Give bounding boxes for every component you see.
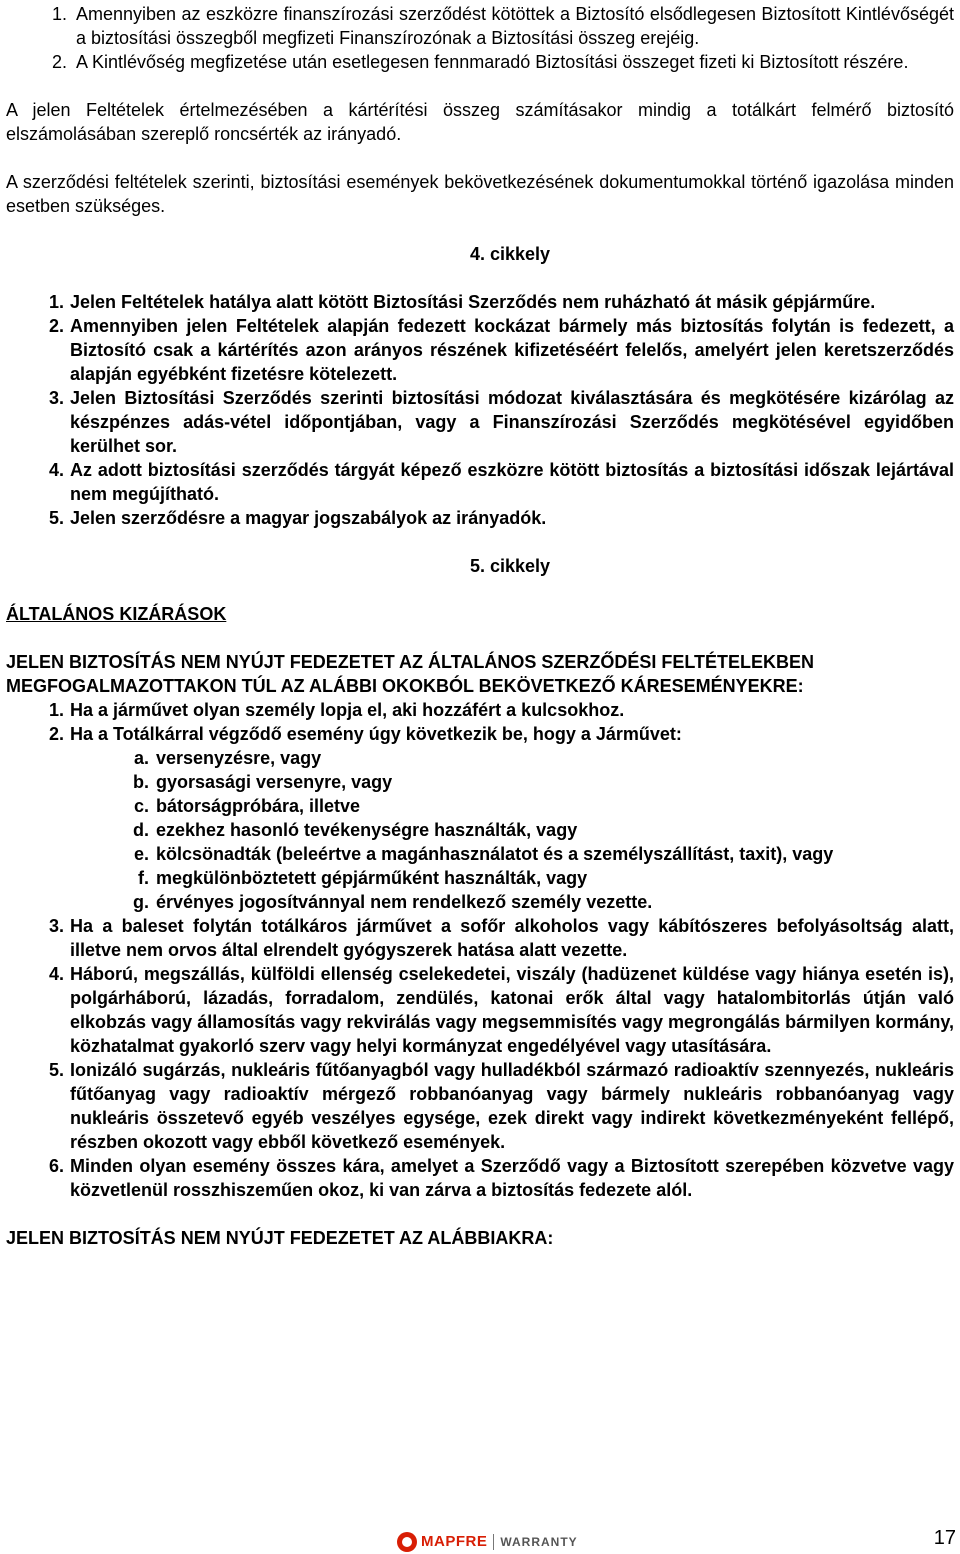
exclusions-sublist [6,746,954,914]
document-page [6,2,954,1250]
logo-divider [493,1534,494,1550]
sublist-item [6,794,954,818]
sublist-letter: c. [133,796,149,816]
list-item [6,962,954,1058]
sublist-item [6,770,954,794]
sublist-text: érvényes jogosítvánnyal nem rendelkező személy vezette. [156,892,653,912]
list-text: Amennyiben az eszközre finanszírozási szerződést kötöttek a Biztosító elsődlegesen Biztosított Kintlévőségét a biztosítási összegből megfizeti Finanszírozónak a Biztosítási összeg erejéig. [76,4,954,48]
list-text: A Kintlévőség megfizetése után esetlegesen fennmaradó Biztosítási összeget fizeti ki Biztosított részére. [76,52,909,72]
section-title: ÁLTALÁNOS KIZÁRÁSOK [6,604,227,624]
list-number: 3. [48,388,64,408]
sublist-letter: g. [133,892,149,912]
list-text: Ha a járművet olyan személy lopja el, aki hozzáfért a kulcsokhoz. [70,700,625,720]
list-item [6,386,954,458]
list-number: 3. [48,916,64,936]
article-5-heading: 5. cikkely [469,556,551,576]
sublist-text: versenyzésre, vagy [156,748,322,768]
sublist-letter: f. [138,868,149,888]
sublist-item [6,866,954,890]
page-footer [0,1526,960,1552]
list-number: 5. [48,1060,64,1080]
list-text: Amennyiben jelen Feltételek alapján fedezett kockázat bármely más biztosítás folytán is fedezett, a Biztosító csak a kártérítés azon arányos részének kifizetéséért felelős, amelyért jelen keretszerződés alapján egyébként fizetésre kötelezett. [70,316,954,384]
exclusions-intro: JELEN BIZTOSÍTÁS NEM NYÚJT FEDEZETET AZ ÁLTALÁNOS SZERZŐDÉSI FELTÉTELEKBEN MEGFOGALMAZOTTAKON TÚL AZ ALÁBBI OKOKBÓL BEKÖVETKEZŐ KÁRESEMÉNYEKRE: [6,652,815,696]
sublist-text: bátorságpróbára, illetve [156,796,361,816]
sublist-text: ezekhez hasonló tevékenységre használták, vagy [156,820,578,840]
list-item [6,290,954,314]
list-number: 2. [48,316,64,336]
list-item [6,1154,954,1202]
list-item [6,722,954,746]
sublist-item [6,746,954,770]
list-number: 1. [48,292,64,312]
sublist-item [6,818,954,842]
list-number: 1. [48,700,64,720]
sublist-text: gyorsasági versenyre, vagy [156,772,393,792]
logo-product: WARRANTY [500,1535,578,1549]
sublist-letter: d. [133,820,149,840]
mapfre-logo [397,1530,578,1554]
sublist-letter: e. [133,844,149,864]
list-number: 2. [48,724,64,744]
top-list [6,2,954,74]
sublist-item [6,842,954,866]
list-item [6,1058,954,1154]
list-item [6,506,954,530]
paragraph-valuation: A jelen Feltételek értelmezésében a kártérítési összeg számításakor mindig a totálkárt felmérő biztosító elszámolásában szereplő roncsérték az irányadó. [6,100,954,144]
list-number: 4. [48,460,64,480]
list-item [6,314,954,386]
list-text: Jelen szerződésre a magyar jogszabályok az irányadók. [70,508,547,528]
list-number: 4. [48,964,64,984]
article-4-heading: 4. cikkely [469,244,551,264]
sublist-letter: a. [133,748,149,768]
paragraph-documentation: A szerződési feltételek szerinti, biztosítási események bekövetkezésének dokumentumokkal történő igazolása minden esetben szükséges. [6,172,954,216]
list-text: Jelen Feltételek hatálya alatt kötött Biztosítási Szerződés nem ruházható át másik gépjárműre. [70,292,876,312]
mapfre-logo-icon [397,1532,417,1552]
list-number: 1. [51,4,67,24]
sublist-item [6,890,954,914]
article-4-list [6,290,954,530]
list-text: Az adott biztosítási szerződés tárgyát képező eszközre kötött biztosítás a biztosítási időszak lejártával nem megújítható. [70,460,954,504]
list-text: Háború, megszállás, külföldi ellenség cselekedetei, viszály (hadüzenet küldése vagy hiánya esetén is), polgárháború, lázadás, forradalom, zendülés, katonai erők által vagy hatalombitorlás útján való elkobzás vagy államosítás vagy rekvirálás vagy megsemmisítés vagy megrongálás bármilyen kormány, közhatalmat gyakorló szerv vagy helyi kormányzat engedélyével vagy utasítására. [70,964,954,1056]
list-text: Minden olyan esemény összes kára, amelyet a Szerződő vagy a Biztosított szerepében közvetve vagy közvetlenül rosszhiszeműen okoz, ki van zárva a biztosítás fedezete alól. [70,1156,954,1200]
list-item [6,2,954,50]
page-number: 17 [933,1527,956,1549]
sublist-letter: b. [133,772,149,792]
list-item [6,698,954,722]
list-text: Ha a Totálkárral végződő esemény úgy következik be, hogy a Járművet: [70,724,682,744]
exclusions-closing: JELEN BIZTOSÍTÁS NEM NYÚJT FEDEZETET AZ ALÁBBIAKRA: [6,1228,554,1248]
list-item [6,914,954,962]
list-text: Ha a baleset folytán totálkáros járművet a sofőr alkoholos vagy kábítószeres befolyásoltság alatt, illetve nem orvos által elrendelt gyógyszerek hatása alatt vezette. [70,916,954,960]
exclusions-list [6,698,954,1202]
list-item [6,458,954,506]
list-item [6,50,954,74]
sublist-text: megkülönböztetett gépjárműként használták, vagy [156,868,588,888]
list-number: 2. [51,52,67,72]
sublist-text: kölcsönadták (beleértve a magánhasználatot és a személyszállítást, taxit), vagy [156,844,834,864]
list-number: 5. [48,508,64,528]
list-text: Jelen Biztosítási Szerződés szerinti biztosítási módozat kiválasztására és megkötésére kizárólag az készpénzes adás-vétel időpontjában, vagy a Finanszírozási Szerződés megkötésével egyidőben kerülhet sor. [70,388,954,456]
list-text: Ionizáló sugárzás, nukleáris fűtőanyagból vagy hulladékból származó radioaktív szennyezés, nukleáris fűtőanyag vagy radioaktív mérgező robbanóanyag vagy bármely nukleáris robbanóanyag vagy nukleáris összetevő egyéb veszélyes egysége, ezek direkt vagy indirekt következményeként fellépő, részben okozott vagy ebből következő események. [70,1060,954,1152]
logo-brand: MAPFRE [421,1533,488,1550]
list-number: 6. [48,1156,64,1176]
